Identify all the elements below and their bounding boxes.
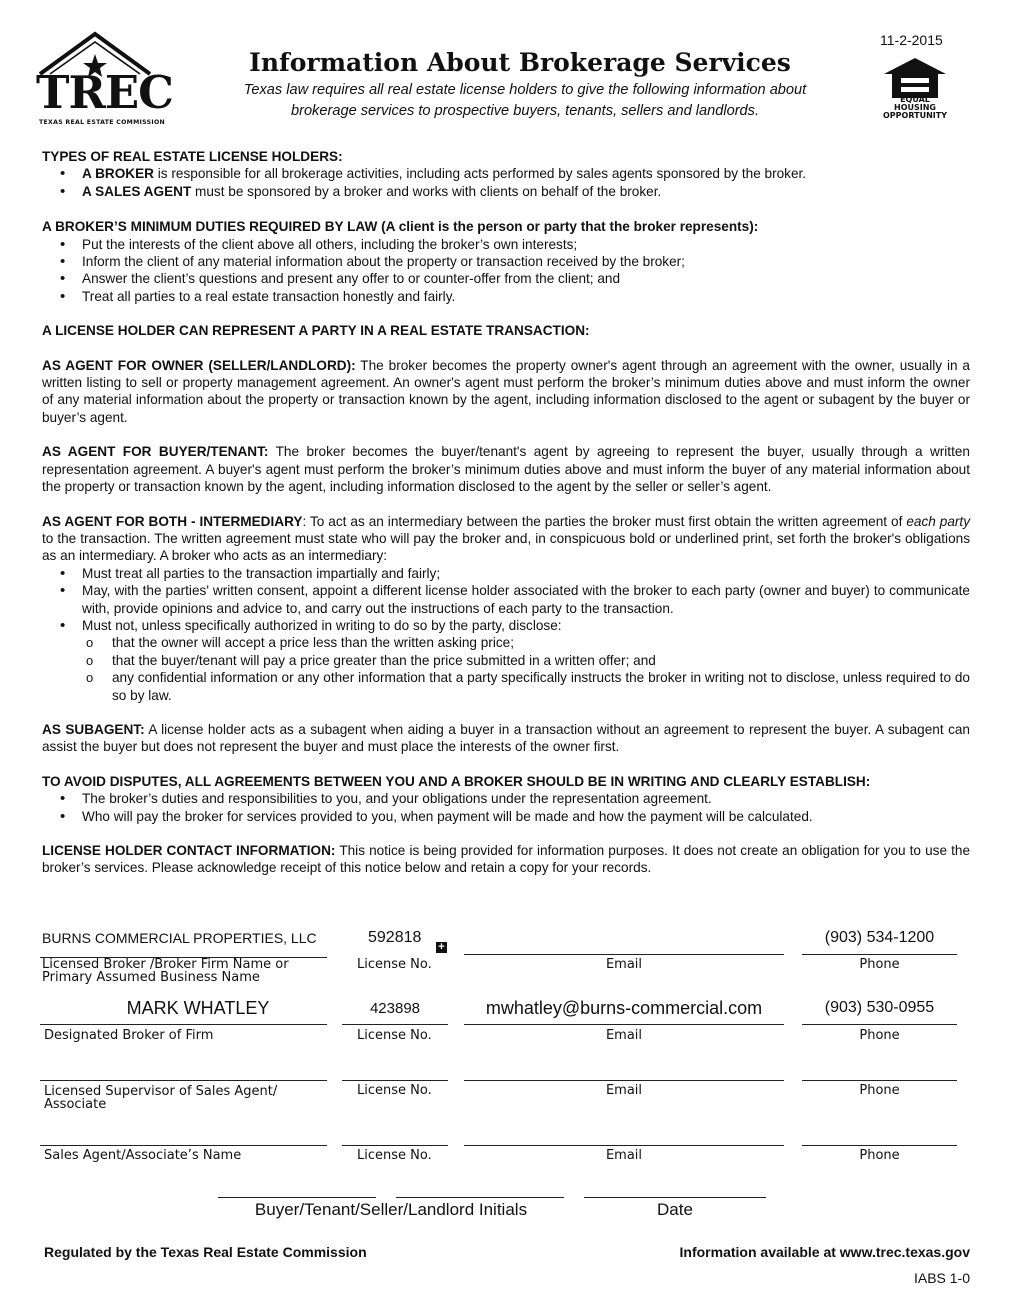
broker-term: A BROKER bbox=[82, 166, 154, 182]
designated-broker-label: Designated Broker of Firm bbox=[44, 1028, 214, 1043]
initials-label: Buyer/Tenant/Seller/Landlord Initials bbox=[254, 1200, 528, 1219]
disputes-list bbox=[42, 790, 970, 825]
email-label: Email bbox=[605, 1083, 643, 1098]
owner-term: AS AGENT FOR OWNER (SELLER/LANDLORD): bbox=[42, 357, 356, 373]
broker-text: is responsible for all brokerage activities, including acts performed by sales agents sponsored by the broker. bbox=[154, 166, 807, 182]
underline bbox=[802, 1024, 957, 1025]
intermediary-paragraph bbox=[42, 513, 970, 565]
designated-broker-phone-value[interactable]: (903) 530-0955 bbox=[824, 999, 935, 1016]
phone-label: Phone bbox=[859, 1148, 900, 1163]
phone-label: Phone bbox=[859, 1083, 900, 1098]
underline bbox=[802, 954, 957, 955]
underline bbox=[464, 1080, 784, 1081]
list-item bbox=[42, 183, 970, 200]
phone-label: Phone bbox=[859, 1028, 900, 1043]
phone-label: Phone bbox=[859, 957, 900, 972]
logo-subtext: TEXAS REAL ESTATE COMMISSION bbox=[39, 119, 166, 126]
list-item: • Inform the client of any material information about the property or transaction received by the broker; bbox=[42, 253, 970, 270]
underline bbox=[802, 1080, 957, 1081]
equal-housing-icon bbox=[880, 56, 950, 100]
subtitle bbox=[180, 80, 870, 122]
list-item: o that the owner will accept a price less than the written asking price; bbox=[42, 634, 970, 651]
footer-regulated: Regulated by the Texas Real Estate Commission bbox=[44, 1244, 367, 1260]
list-item: • Treat all parties to a real estate transaction honestly and fairly. bbox=[42, 288, 970, 305]
list-item bbox=[42, 165, 970, 182]
equal-housing-logo bbox=[880, 56, 950, 122]
subtitle-line-2: brokerage services to prospective buyers, tenants, sellers and landlords. bbox=[290, 103, 760, 119]
form-id: IABS 1-0 bbox=[913, 1270, 970, 1286]
trec-logo bbox=[34, 30, 173, 128]
sales-agent-name-label: Sales Agent/Associate’s Name bbox=[44, 1148, 242, 1163]
subagent-paragraph bbox=[42, 721, 970, 756]
underline bbox=[464, 1145, 784, 1146]
types-heading: TYPES OF REAL ESTATE LICENSE HOLDERS: bbox=[42, 149, 343, 164]
broker-firm-name-label: Licensed Broker /Broker Firm Name or Primary Assumed Business Name bbox=[42, 957, 289, 985]
email-label: Email bbox=[605, 1028, 643, 1043]
intermediary-term: AS AGENT FOR BOTH - INTERMEDIARY bbox=[42, 513, 303, 529]
broker-phone-value[interactable]: (903) 534-1200 bbox=[824, 929, 935, 946]
plus-box-icon[interactable]: + bbox=[436, 942, 447, 953]
intermediary-text-a: : To act as an intermediary between the parties the broker must first obtain the written agreement of bbox=[302, 513, 907, 529]
buyer-term: AS AGENT FOR BUYER/TENANT: bbox=[42, 444, 269, 460]
duties-list bbox=[42, 236, 970, 306]
represent-heading: A LICENSE HOLDER CAN REPRESENT A PARTY IN A REAL ESTATE TRANSACTION: bbox=[42, 323, 590, 339]
contact-paragraph bbox=[42, 842, 970, 877]
underline bbox=[342, 1145, 448, 1146]
broker-license-value[interactable]: 592818 bbox=[368, 929, 422, 946]
intermediary-italic: each party bbox=[906, 513, 970, 529]
buyer-paragraph bbox=[42, 443, 970, 495]
sales-agent-term: A SALES AGENT bbox=[82, 183, 192, 199]
page-title: Information About Brokerage Services bbox=[249, 48, 791, 77]
underline bbox=[464, 954, 784, 955]
underline bbox=[464, 1024, 784, 1025]
license-no-label: License No. bbox=[357, 1083, 432, 1098]
underline bbox=[342, 1024, 448, 1025]
list-item: • May, with the parties' written consent, appoint a different license holder associated with the broker to each party (owner and buyer) to communicate with, provide opinions and advice to, and carry out the instructions of each party to the transaction. bbox=[42, 582, 970, 617]
list-item: • The broker’s duties and responsibilities to you, and your obligations under the representation agreement. bbox=[42, 790, 970, 807]
date-line[interactable] bbox=[584, 1197, 766, 1198]
list-item: • Answer the client’s questions and present any offer to or counter-offer from the client; and bbox=[42, 270, 970, 287]
footer-info-link[interactable]: Information available at www.trec.texas.gov bbox=[679, 1244, 970, 1260]
designated-broker-name-value[interactable]: MARK WHATLEY bbox=[126, 998, 270, 1018]
license-no-label: License No. bbox=[357, 1148, 432, 1163]
logo-text: TREC bbox=[36, 66, 173, 119]
subtitle-line-1: Texas law requires all real estate license holders to give the following information about bbox=[243, 82, 807, 98]
initials-line[interactable] bbox=[396, 1197, 564, 1198]
initials-line[interactable] bbox=[218, 1197, 376, 1198]
underline bbox=[40, 1145, 327, 1146]
subagent-text: A license holder acts as a subagent when aiding a buyer in a transaction without an agreement to represent the buyer. A subagent can assist the buyer but does not represent the buyer and must place the interests of the owner first. bbox=[42, 721, 970, 755]
contact-text: This notice is being provided for information purposes. It does not create an obligation for you to use the broker’s services. Please acknowledge receipt of this notice below and retain a copy for your records. bbox=[42, 843, 970, 876]
duties-heading: A BROKER’S MINIMUM DUTIES REQUIRED BY LAW (A client is the person or party that the broker represents): bbox=[42, 219, 759, 235]
licensed-supervisor-label: Licensed Supervisor of Sales Agent/ Associate bbox=[44, 1084, 278, 1112]
intermediary-text-b: to the transaction. The written agreement must state who will pay the broker and, in conspicuous bold or underlined print, set forth the broker's obligations as an intermediary. A broker who acts as an intermediary: bbox=[42, 530, 970, 564]
document-body bbox=[42, 148, 970, 877]
list-item: o any confidential information or any other information that a party specifically instructs the broker in writing not to disclose, unless required to do so by law. bbox=[42, 669, 970, 704]
license-no-label: License No. bbox=[357, 957, 432, 972]
designated-broker-email-value[interactable]: mwhatley@burns-commercial.com bbox=[485, 998, 763, 1018]
underline bbox=[40, 1080, 327, 1081]
form-date: 11-2-2015 bbox=[880, 32, 943, 48]
owner-text: The broker becomes the property owner's agent through an agreement with the owner, usually in a written listing to sell or property management agreement. An owner's agent must perform the broker’s minimum duties above and must inform the owner of any material information about the property or transaction known by the agent, including information disclosed to the agent or subagent by the buyer or buyer’s agent. bbox=[42, 357, 970, 425]
email-label: Email bbox=[605, 957, 643, 972]
subagent-term: AS SUBAGENT: bbox=[42, 721, 145, 737]
disputes-heading: TO AVOID DISPUTES, ALL AGREEMENTS BETWEEN YOU AND A BROKER SHOULD BE IN WRITING AND CLEARLY ESTABLISH: bbox=[42, 773, 871, 789]
broker-firm-name-value[interactable]: BURNS COMMERCIAL PROPERTIES, LLC bbox=[42, 930, 317, 946]
email-label: Email bbox=[605, 1148, 643, 1163]
underline bbox=[342, 1080, 448, 1081]
equal-housing-text: EQUAL HOUSING OPPORTUNITY bbox=[882, 95, 947, 120]
sales-agent-text: must be sponsored by a broker and works with clients on behalf of the broker. bbox=[191, 183, 662, 199]
list-item: • Who will pay the broker for services provided to you, when payment will be made and how the payment will be calculated. bbox=[42, 808, 970, 825]
list-item: o that the buyer/tenant will pay a price greater than the price submitted in a written offer; and bbox=[42, 652, 970, 669]
license-no-label: License No. bbox=[357, 1028, 432, 1043]
underline bbox=[802, 1145, 957, 1146]
contact-term: LICENSE HOLDER CONTACT INFORMATION: bbox=[42, 843, 336, 858]
designated-broker-license-value[interactable]: 423898 bbox=[369, 1000, 421, 1017]
owner-paragraph bbox=[42, 357, 970, 427]
buyer-text: The broker becomes the buyer/tenant's agent by agreeing to represent the buyer, usually through a written representation agreement. A buyer's agent must perform the broker’s minimum duties above and must inform the buyer of any material information about the property or transaction known by the agent, including information disclosed to the agent by the seller or seller’s agent. bbox=[42, 444, 970, 495]
underline bbox=[40, 1024, 327, 1025]
date-label: Date bbox=[657, 1200, 693, 1219]
list-item: • Must not, unless specifically authorized in writing to do so by the party, disclose: bbox=[42, 617, 970, 634]
disclose-list bbox=[42, 634, 970, 704]
list-item: • Must treat all parties to the transaction impartially and fairly; bbox=[42, 565, 970, 582]
types-list bbox=[42, 165, 970, 200]
list-item: • Put the interests of the client above all others, including the broker’s own interests; bbox=[42, 236, 970, 253]
intermediary-list bbox=[42, 565, 970, 635]
